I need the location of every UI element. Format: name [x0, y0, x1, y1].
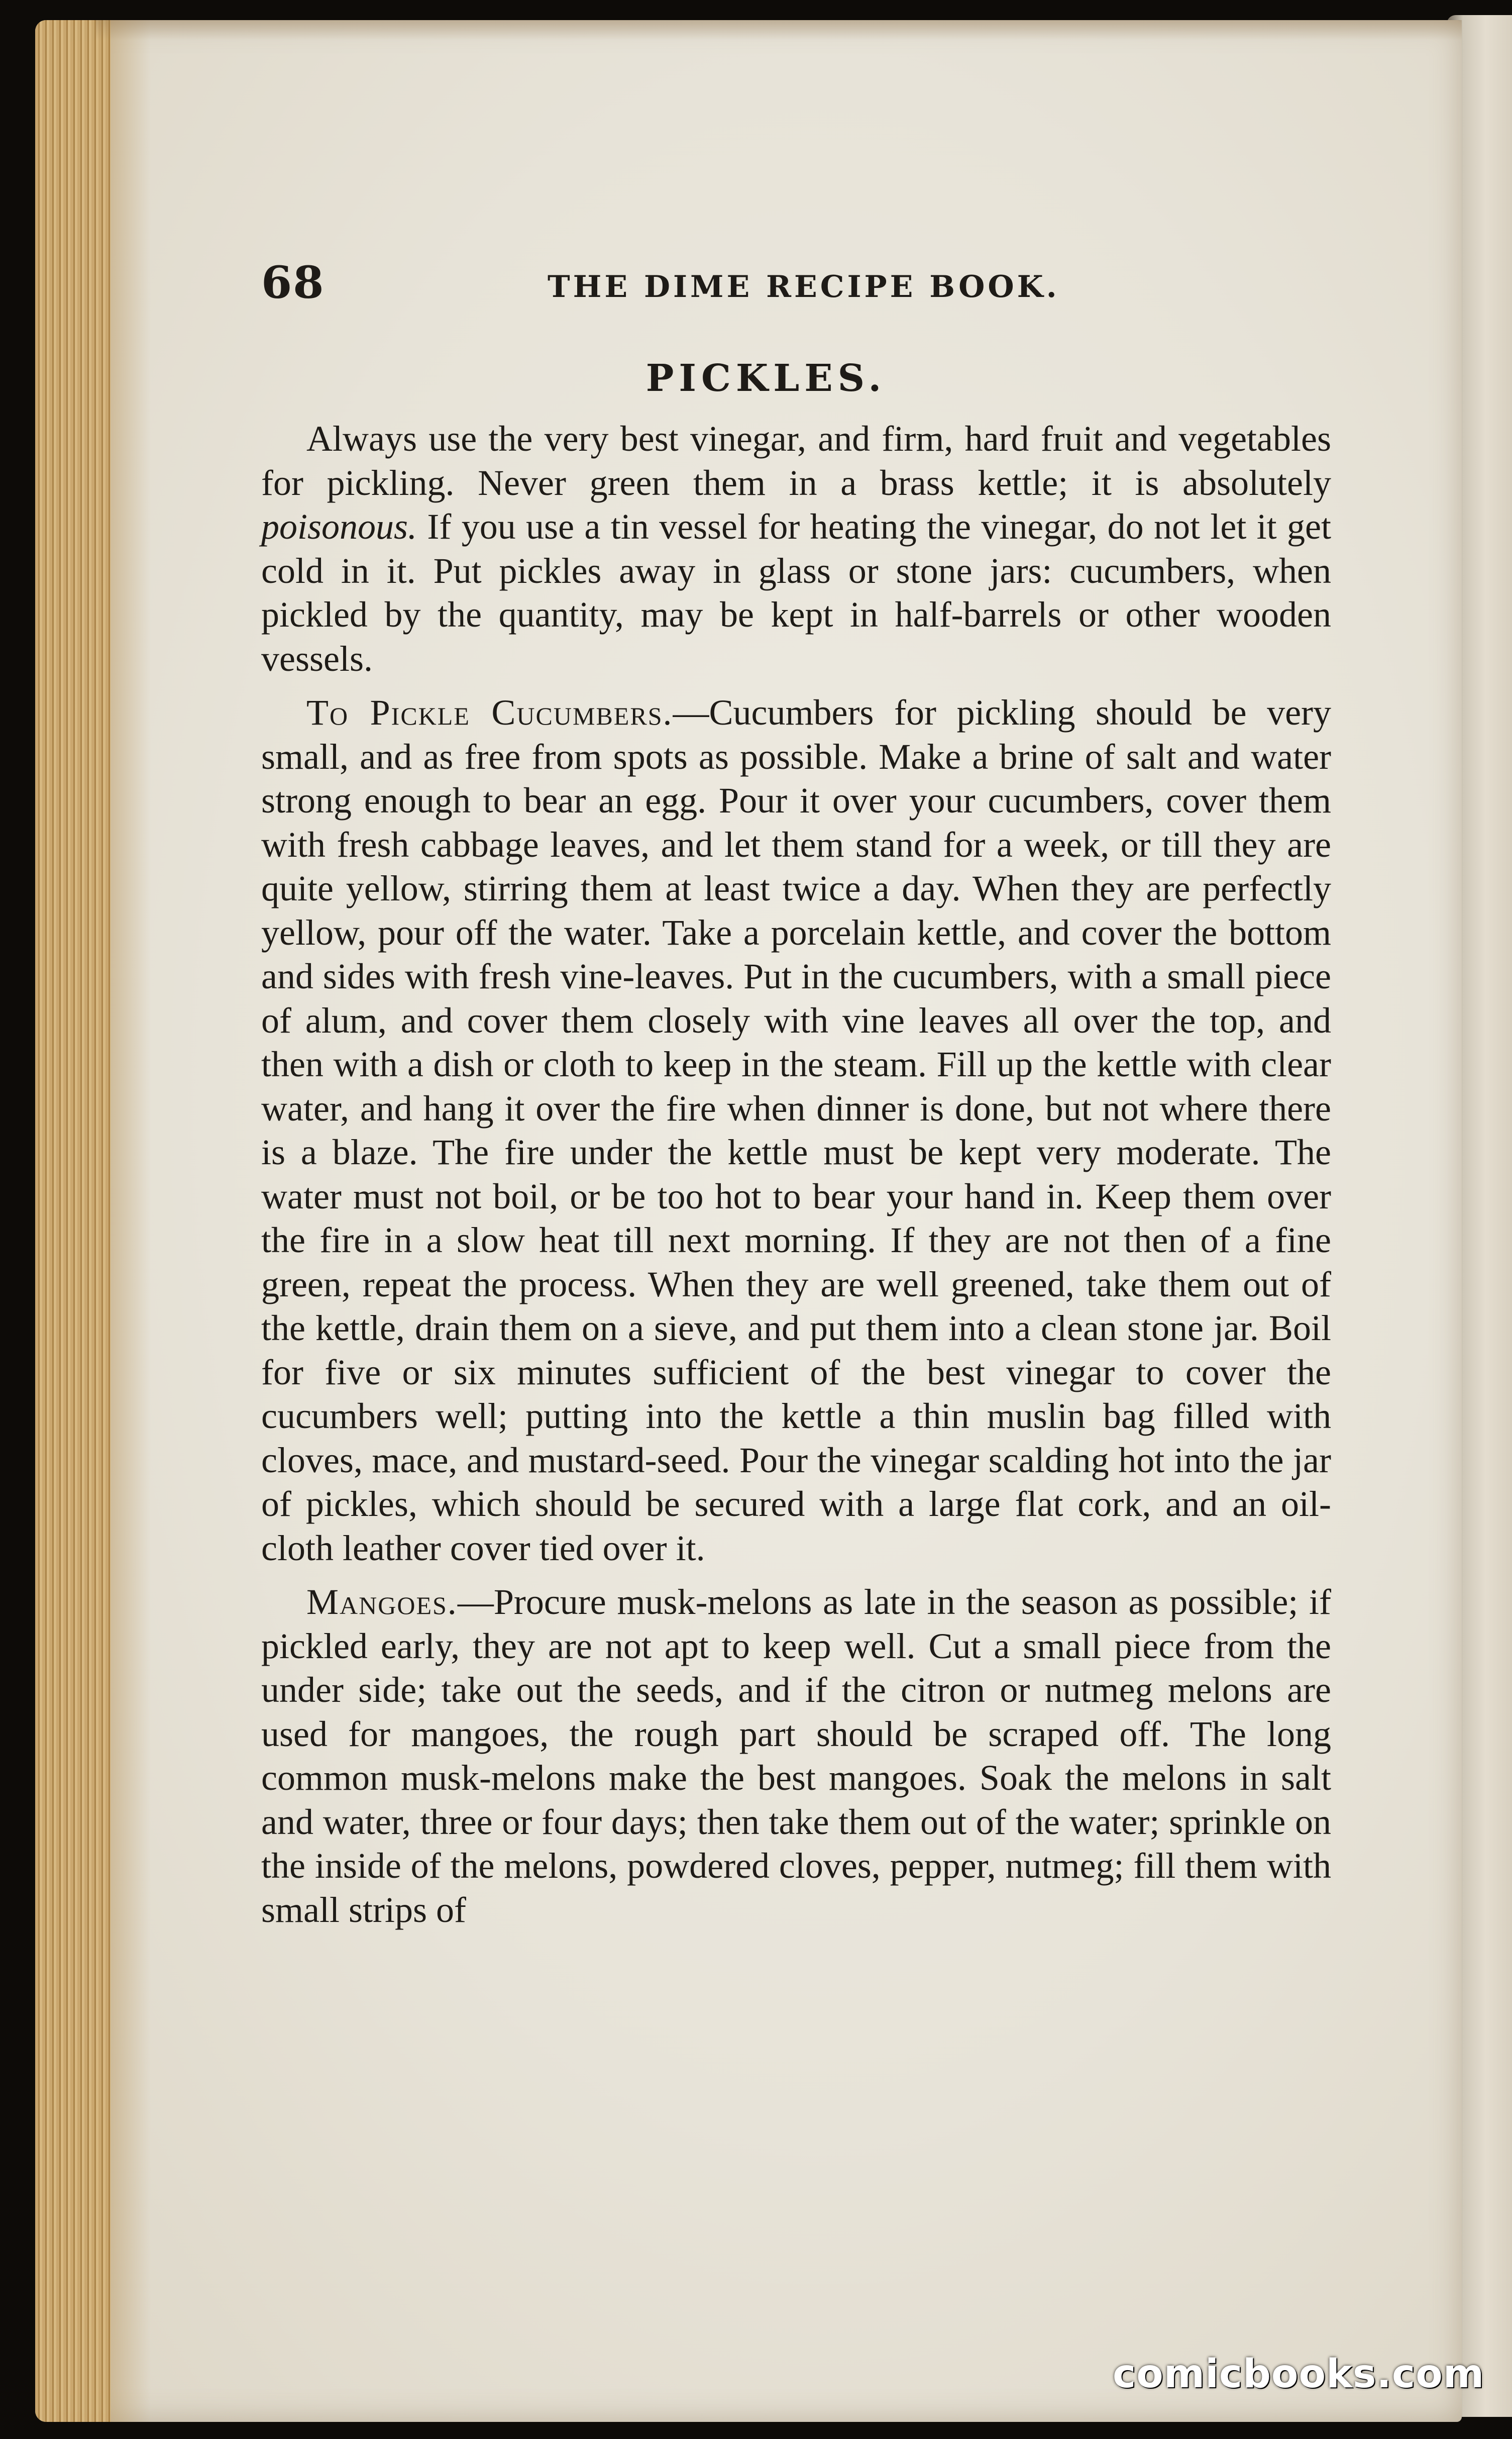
cucumbers-text: —Cucumbers for pickling should be very small, and as free from spots as possible. Make a brine of salt and water strong enough to bear an egg. Pour it over your cucumbers, cover them with fresh cabbage leaves, and let them stand for a week, or till they are quite yellow, stirring them at least twice a day. When they are perfectly yellow, pour off the water. Take a porcelain kettle, and cover the bottom and sides with fresh vine-leaves. Put in the cucumbers, with a small piece of alum, and cover them closely with vine leaves all over the top, and then with a dish or cloth to keep in the steam. Fill up the kettle with clear water, and hang it over the fire when dinner is done, but not where there is a blaze. The fire under the kettle must be kept very moderate. The water must not boil, or be too hot to bear your hand in. Keep them over the fire in a slow heat till next morning. If they are not then of a fine green, repeat the process. When they are well greened, take them out of the kettle, drain them on a sieve, and put them into a clean stone jar. Boil for five or six minutes sufficient of the best vinegar to cover the cucumbers well; putting into the kettle a thin muslin bag filled with cloves, mace, and mustard-seed. Pour the vinegar scalding hot into the jar of pickles, which should be secured with a large flat cork, and an oil-cloth leather cover tied over it. — [261, 692, 1332, 1568]
intro-text-start: Always use the very best vinegar, and firm, hard fruit and vegetables for pickling. Never green them in a brass kettle; it is absolutely — [261, 419, 1331, 503]
page-number: 68 — [261, 256, 325, 309]
running-head — [226, 256, 1306, 317]
mangoes-text: —Procure musk-melons as late in the season as possible; if pickled early, they are not apt to keep well. Cut a small piece from the under side; take out the seeds, and if the citron or nutmeg melons are used for mangoes, the rough part should be scraped off. The long common musk-melons make the best mangoes. Soak the melons in salt and water, three or four days; then take them out of the water; sprinkle on the inside of the melons, powdered cloves, pepper, nutmeg; fill them with small strips of — [261, 1582, 1331, 1930]
cucumbers-heading: To Pickle Cucumbers. — [306, 692, 673, 733]
section-title: PICKLES. — [645, 357, 887, 400]
mangoes-paragraph — [261, 1580, 1331, 1932]
book-title: THE DIME RECIPE BOOK. — [548, 269, 1060, 304]
intro-emphasis: poisonous. — [261, 506, 417, 547]
intro-text-end: If you use a tin vessel for heating the vinegar, do not let it get cold in it. Put pickles away in glass or stone jars: cucumbers, when pickled by the quantity, may be kept in half-barrels or other wooden vessels. — [261, 506, 1331, 679]
intro-paragraph — [261, 417, 1331, 681]
mangoes-heading: Mangoes. — [306, 1582, 458, 1622]
recipe-body — [261, 417, 1331, 1942]
book-page — [35, 20, 1462, 2422]
page-edge-shadow — [111, 20, 151, 2422]
cucumbers-paragraph — [261, 691, 1331, 1570]
page-stack-edge — [35, 20, 111, 2422]
watermark: comicbooks.com — [1113, 2352, 1485, 2397]
page-top-shadow — [95, 20, 1462, 40]
